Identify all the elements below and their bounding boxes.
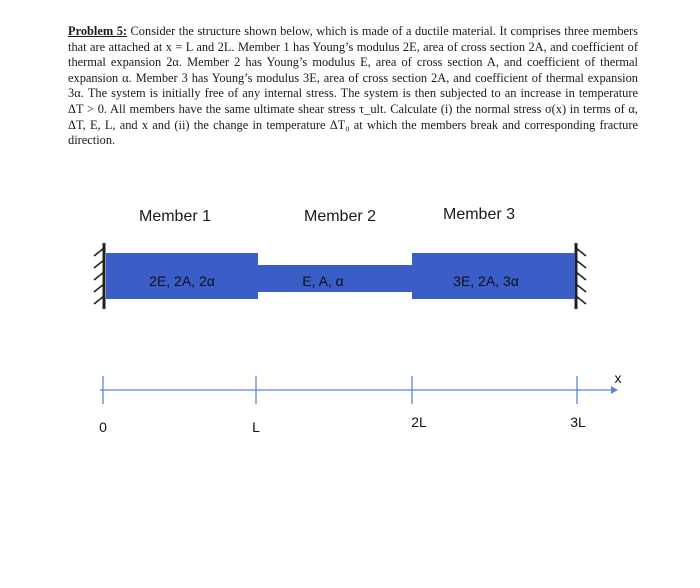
tick-label-L: L [252, 419, 260, 435]
left-wall-support [94, 243, 104, 309]
member-2-properties: E, A, α [302, 273, 344, 289]
member-2-title: Member 2 [303, 208, 377, 225]
x-axis [100, 376, 618, 404]
right-wall-support [576, 243, 586, 309]
tick-label-0: 0 [99, 419, 107, 435]
problem-body: Consider the structure shown below, which is made of a ductile material. It comprises three members that are attached at x = L and 2L. Member 1 has Young’s modulus 2E, area of cross section 2A, and coefficient of thermal expansion 2α. Member 2 has Young’s modulus E, area of cross section A, and coefficient of thermal expansion α. Member 3 has Young’s modulus 3E, area of cross section 2A, and coefficient of thermal expansion 3α. The system is initially free of any internal stress. The system is then subjected to an increase in temperature ΔT > 0. All members have the same ultimate shear stress τ_ult. Calculate (i) the normal stress σ(x) in terms of α, ΔT, E, L, and x and (ii) the change in temperature ΔT₀ at which the members break and corresponding fracture direction. [68, 24, 638, 148]
tick-label-2L: 2L [411, 414, 427, 430]
axis-arrow-icon [611, 386, 618, 394]
member-3-properties: 3E, 2A, 3α [453, 273, 519, 289]
member-3-title: Member 3 [442, 206, 516, 223]
member-1-title: Member 1 [138, 208, 212, 225]
member-1-properties: 2E, 2A, 2α [149, 273, 215, 289]
problem-heading: Problem 5: [68, 24, 128, 38]
tick-label-3L: 3L [570, 414, 586, 430]
axis-variable-label: x [614, 370, 622, 386]
